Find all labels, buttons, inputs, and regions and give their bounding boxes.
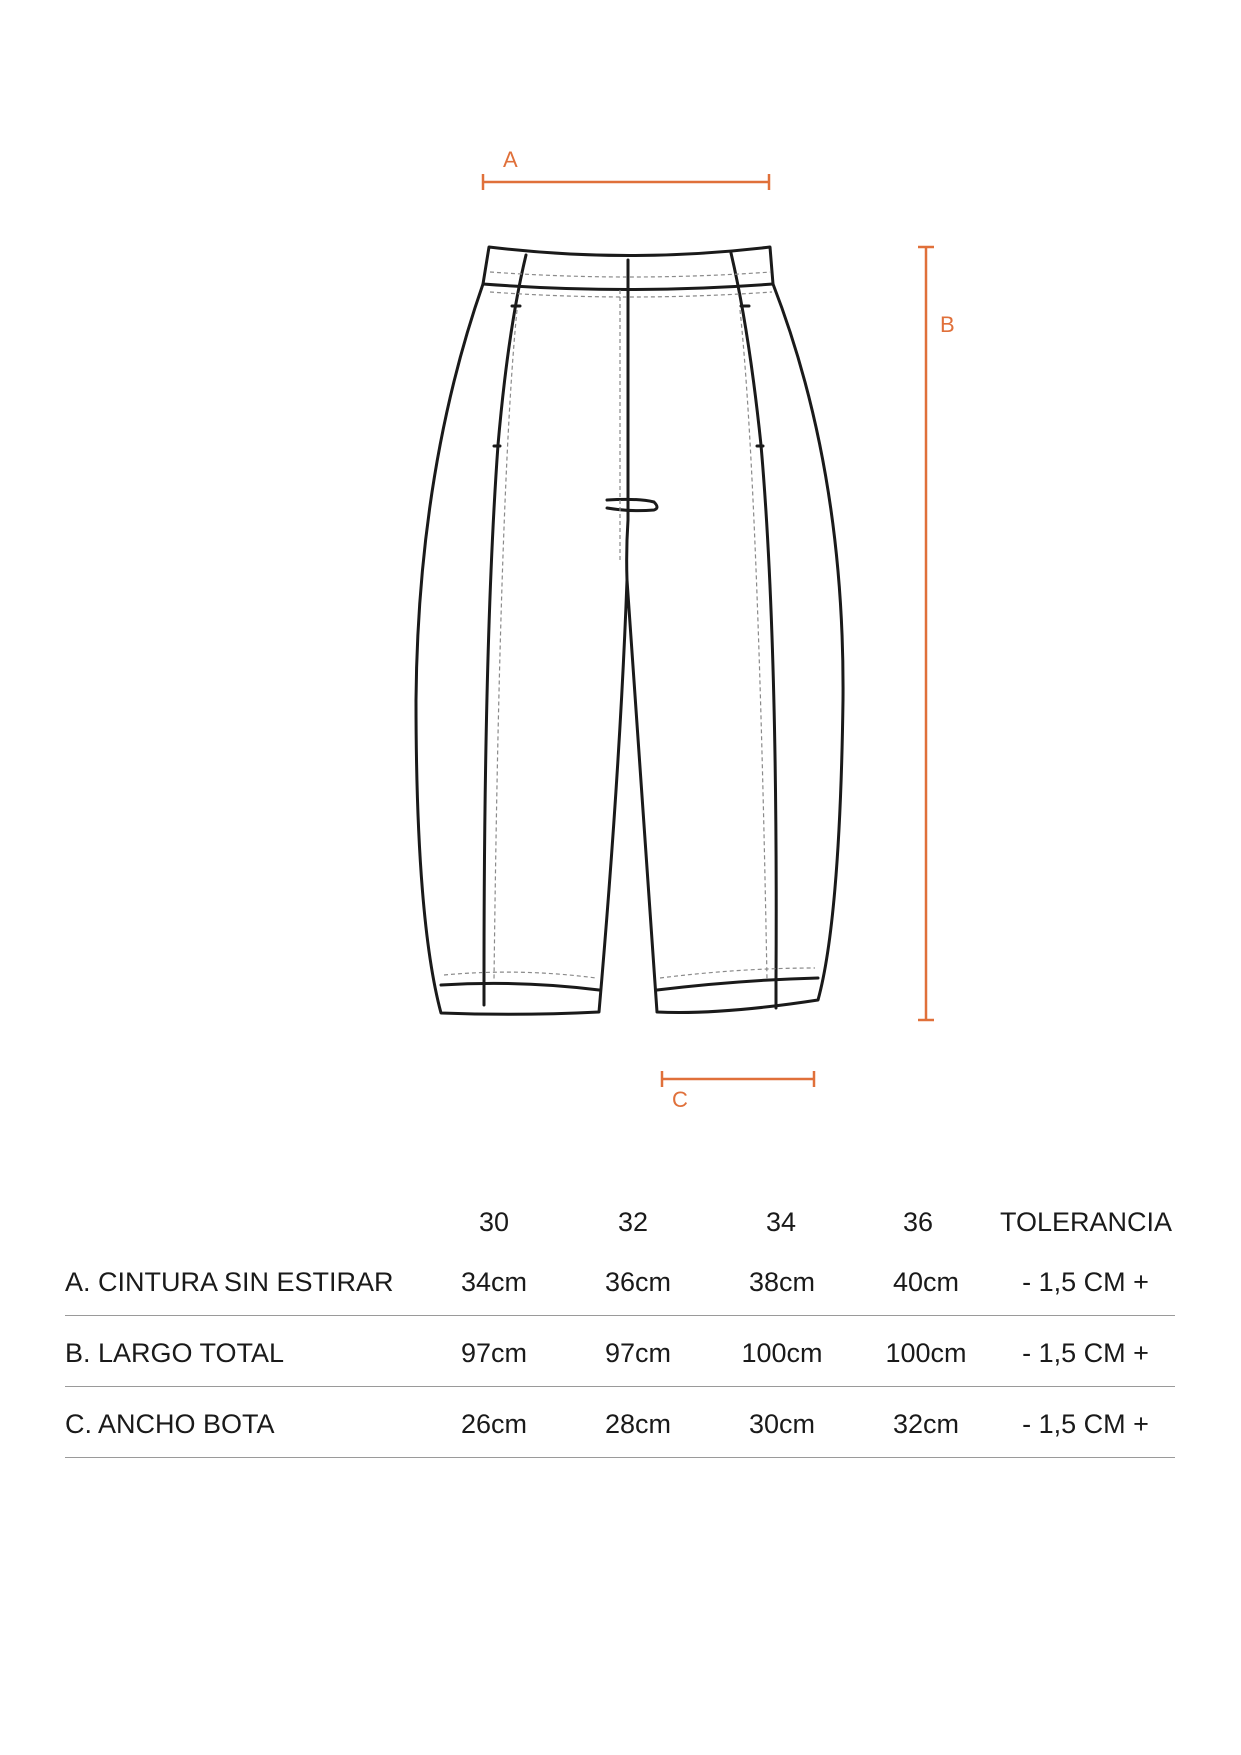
dimension-c-line [662, 1071, 814, 1087]
tolerance-cell: - 1,5 CM + [1022, 1409, 1149, 1439]
table-cell: 28cm [604, 1409, 672, 1439]
dimension-b-label: B [940, 312, 955, 337]
table-cell: 36cm [604, 1267, 672, 1297]
size-header-34: 34 [765, 1207, 797, 1237]
row-label: A. CINTURA SIN ESTIRAR [65, 1267, 394, 1297]
table-cell: 100cm [885, 1338, 967, 1368]
dimension-c-label: C [672, 1087, 688, 1112]
table-row [65, 1387, 1175, 1458]
table-cell: 97cm [460, 1338, 528, 1368]
row-label: B. LARGO TOTAL [65, 1338, 285, 1368]
table-cell: 97cm [604, 1338, 672, 1368]
table-cell: 34cm [460, 1267, 528, 1297]
table-cell: 40cm [892, 1267, 960, 1297]
trousers-outline [416, 247, 843, 1014]
dimension-b-line [918, 247, 934, 1020]
table-cell: 100cm [741, 1338, 823, 1368]
row-label: C. ANCHO BOTA [65, 1409, 275, 1439]
size-header-32: 32 [617, 1207, 649, 1237]
table-cell: 32cm [892, 1409, 960, 1439]
size-table [65, 1195, 1175, 1458]
size-table-header [65, 1195, 1175, 1245]
size-header-30: 30 [478, 1207, 510, 1237]
tolerance-cell: - 1,5 CM + [1022, 1338, 1149, 1368]
table-row [65, 1316, 1175, 1387]
tolerance-header: TOLERANCIA [1000, 1207, 1173, 1237]
table-cell: 30cm [748, 1409, 816, 1439]
table-cell: 26cm [460, 1409, 528, 1439]
table-cell: 38cm [748, 1267, 816, 1297]
dimension-a-line [483, 174, 769, 190]
dimension-a-label: A [503, 147, 518, 172]
table-row [65, 1245, 1175, 1316]
tolerance-cell: - 1,5 CM + [1022, 1267, 1149, 1297]
size-header-36: 36 [902, 1207, 934, 1237]
